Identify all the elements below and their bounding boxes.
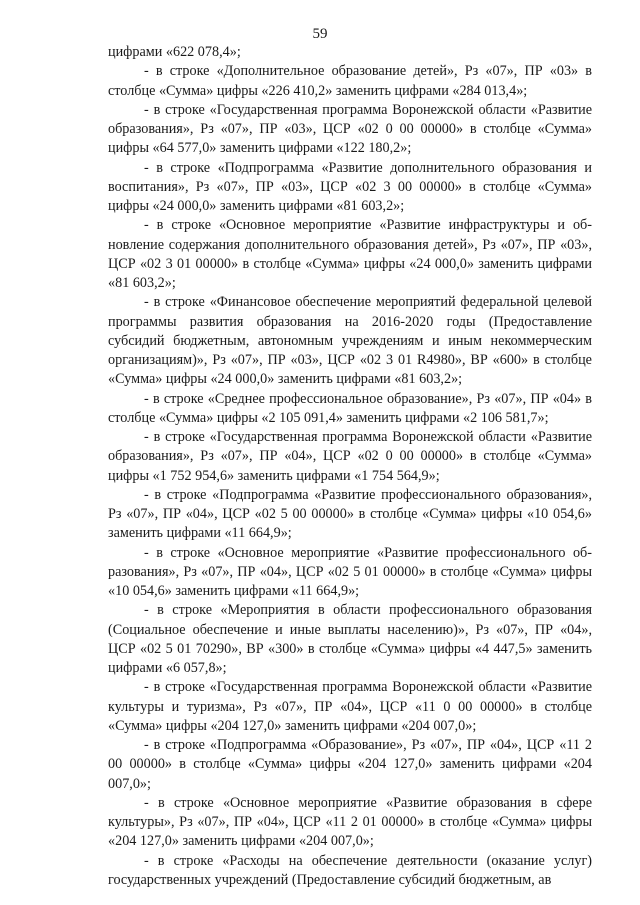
paragraph-item: - в строке «Подпрограмма «Образование», Рз «07», ПР «04», ЦСР «11 2 00 00000» в столбце «Сумма» цифры «204 127,0» заменить цифрами «204 007,0»; [108,737,592,792]
paragraph-continuation: цифрами «622 078,4»; [108,44,241,60]
paragraph-item: - в строке «Основное мероприятие «Развитие образования в сфере культуры», Рз «07», ПР «04», ЦСР «11 2 01 00000» в столбце «Сумма» цифры «204 127,0» заменить цифрами «204 007,0»; [108,794,592,850]
paragraph-item: - в строке «Государственная программа Воронежской области «Развитие образования», Рз «07», ПР «04», ЦСР «02 0 00 00000» в столбце «Сумма» цифры «1 752 954,6» заменить цифрами «1 754 564,9»; [108,429,592,484]
paragraph-item: - в строке «Основное мероприятие «Развитие профессионального образования», Рз «07», ПР «04», ЦСР «02 5 01 00000» в столбце «Сумма» цифры «10 054,6» заменить цифрами «11 664,9»; [108,544,592,599]
paragraph-item: - в строке «Подпрограмма «Развитие профессионального образования», Рз «07», ПР «04», ЦСР «02 5 00 00000» в столбце «Сумма» цифры «10 054,6» заменить цифрами «11 664,9»; [108,486,592,542]
document-body [108,43,592,890]
paragraph-item: - в строке «Подпрограмма «Развитие дополнительного образования и воспитания», Рз «07», ПР «03», ЦСР «02 3 00 00000» в столбце «Сумма» цифры «24 000,0» заменить цифрами «81 603,2»; [108,159,592,214]
paragraph-item: - в строке «Расходы на обеспечение деятельности (оказание услуг) государственных учреждений (Предоставление субсидий бюджетным, ав [108,852,592,888]
paragraph-item: - в строке «Финансовое обеспечение мероприятий федеральной целевой программы развития образования на 2016-2020 годы (Предоставление субсидий бюджетным, автономным учреждениям и иным некоммерческим организациям)», Рз «07», ПР «03», ЦСР «02 3 01 R4980», ВР «600» в столбце «Сумма» цифры «24 000,0» заменить цифрами «81 603,2»; [108,294,592,388]
paragraph-item: - в строке «Основное мероприятие «Развитие инфраструктуры и обновление содержания дополнительного образования детей», Рз «07», ПР «03», ЦСР «02 3 01 00000» в столбце «Сумма» цифры «24 000,0» заменить цифрами «81 603,2»; [108,217,592,291]
paragraph-item: - в строке «Мероприятия в области профессионального образования (Социальное обеспечение и иные выплаты населению)», Рз «07», ПР «04», ЦСР «02 5 01 70290», ВР «300» в столбце «Сумма» цифры «4 447,5» заменить цифрами «6 057,8»; [108,602,592,676]
paragraph-item: - в строке «Среднее профессиональное образование», Рз «07», ПР «04» в столбце «Сумма» цифры «2 105 091,4» заменить цифрами «2 106 581,7»; [108,390,592,426]
paragraph-item: - в строке «Государственная программа Воронежской области «Развитие культуры и туризма», Рз «07», ПР «04», ЦСР «11 0 00 00000» в столбце «Сумма» цифры «204 127,0» заменить цифрами «204 007,0»; [108,679,592,734]
paragraph-item: - в строке «Дополнительное образование детей», Рз «07», ПР «03» в столбце «Сумма» цифры «226 410,2» заменить цифрами «284 013,4»; [108,63,592,99]
page-number: 59 [312,26,328,42]
paragraph-item: - в строке «Государственная программа Воронежской области «Развитие образования», Рз «07», ПР «03», ЦСР «02 0 00 00000» в столбце «Сумма» цифры «64 577,0» заменить цифрами «122 180,2»; [108,101,592,157]
